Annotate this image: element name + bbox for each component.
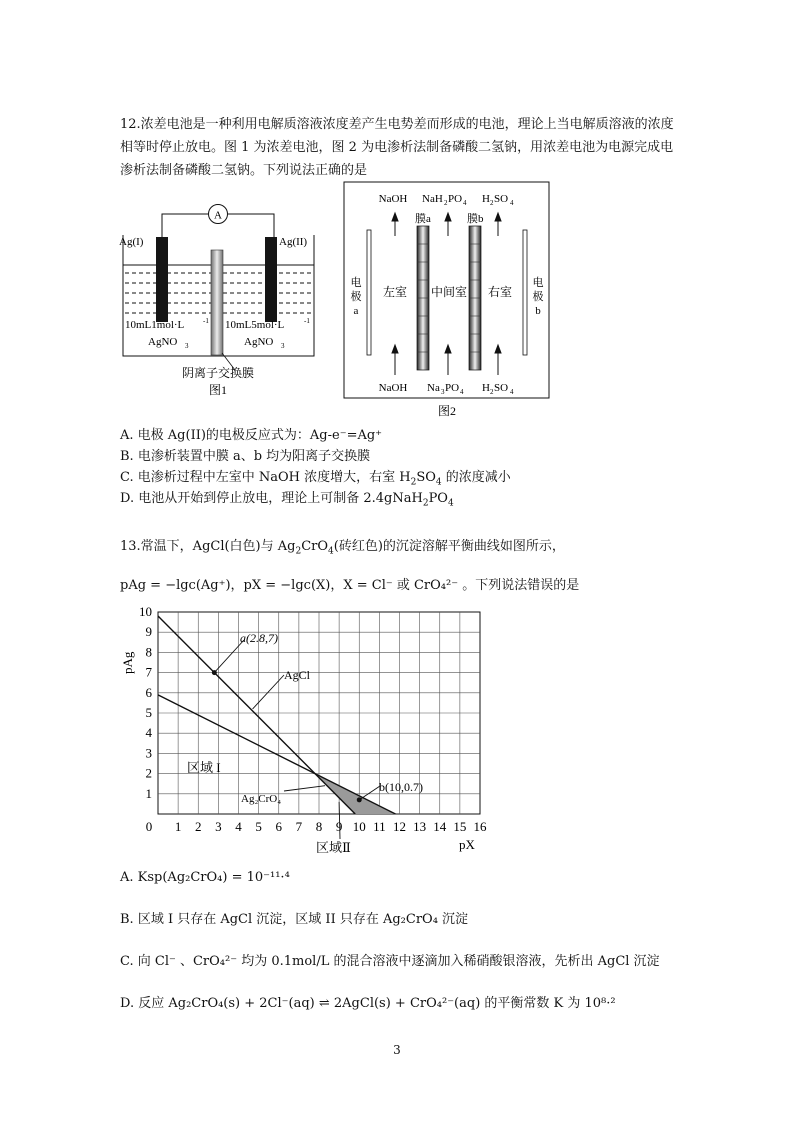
figure-2-electrodialysis <box>340 180 554 420</box>
chart-y-tick-label: 2 <box>145 765 152 781</box>
chart-x-tick-label: 16 <box>473 819 487 834</box>
chart-y-tick-label: 4 <box>145 725 152 741</box>
chart-y-tick-label: 6 <box>145 684 152 700</box>
fig2-top-h2so4: H <box>482 193 490 205</box>
chart-point-b-label: b(10,0.7) <box>379 780 423 794</box>
fig1-sol-left-conc: 10mL1mol·L <box>125 319 185 331</box>
svg-text:SO: SO <box>494 382 509 394</box>
fig2-bottom-h2so4: H <box>482 382 490 394</box>
fig2-membrane-a-label: 膜a <box>415 213 431 225</box>
svg-text:3: 3 <box>185 342 189 350</box>
fig2-bottom-na3po4: Na <box>427 382 440 394</box>
svg-text:2: 2 <box>490 388 494 396</box>
q12-option-d: D. 电池从开始到停止放电，理论上可制备 $2.4gNaH_2PO_4$ <box>120 491 454 509</box>
svg-text:PO: PO <box>448 193 463 205</box>
chart-x-tick-label: 14 <box>433 819 447 834</box>
q12-option-a: A. 电极 Ag(II)的电极反应式为：Ag-e⁻=Ag⁺ <box>120 428 383 443</box>
fig1-electrode-right <box>265 237 277 322</box>
chart-region-i-label: 区域 I <box>187 760 221 775</box>
chart-x-tick-label: 7 <box>295 819 303 834</box>
chart-y-ticks <box>139 604 153 801</box>
chart-x-tick-label: 5 <box>255 819 262 834</box>
chart-line-agcl <box>158 616 355 814</box>
q12-stem: 12.浓差电池是一种利用电解质溶液浓度差产生电势差而形成的电池，理论上当电解质溶液的浓度相等时停止放电。图 1 为浓差电池，图 2 为电渗析法制备磷酸二氢钠，用浓差电池为电源完成电渗析法制备磷酸二氢钠。下列说法正确的是 <box>120 117 674 178</box>
chart-y-tick-label: 3 <box>145 745 152 761</box>
fig2-bottom-naoh: NaOH <box>378 382 408 394</box>
chart-x-tick-label: 15 <box>453 819 467 834</box>
fig2-electrode-a <box>367 230 371 355</box>
svg-text:4: 4 <box>510 388 514 396</box>
svg-text:电: 电 <box>532 277 544 289</box>
q13-option-d: D. 反应 Ag₂CrO₄(s) + 2Cl⁻(aq) ⇌ 2AgCl(s) + CrO₄²⁻(aq) 的平衡常数 K 为 10⁸·² <box>120 996 616 1011</box>
chart-x-tick-label: 6 <box>275 819 282 834</box>
q13-option-a: A. Ksp(Ag₂CrO₄) = 10⁻¹¹·⁴ <box>120 870 290 885</box>
svg-text:3: 3 <box>281 342 285 350</box>
chart-x-tick-label: 10 <box>352 819 366 834</box>
chart-curve-label-agcl: AgCl <box>284 668 311 682</box>
chart-y-tick-label: 10 <box>139 604 152 619</box>
svg-text:极: 极 <box>350 291 362 303</box>
chart-xlabel: pX <box>459 837 475 852</box>
fig2-top-naoh: NaOH <box>378 193 408 205</box>
svg-text:电: 电 <box>350 277 362 289</box>
chart-x-tick-label: 2 <box>195 819 202 834</box>
q13-option-c: C. 向 Cl⁻ 、CrO₄²⁻ 均为 0.1mol/L 的混合溶液中逐滴加入稀硝酸银溶液，先析出 AgCl 沉淀 <box>120 954 660 969</box>
fig2-electrode-b <box>523 230 527 355</box>
svg-text:3: 3 <box>441 388 445 396</box>
fig2-right-room: 右室 <box>487 285 513 299</box>
q12-option-c: C. 电渗析过程中左室中 NaOH 浓度增大，右室 $H_2SO_4$ 的浓度减小 <box>120 470 511 488</box>
chart-x-tick-label: 3 <box>215 819 222 834</box>
fig2-left-room: 左室 <box>382 285 408 299</box>
chart-x-ticks <box>146 819 487 834</box>
fig1-caption: 图1 <box>208 383 228 397</box>
svg-text:4: 4 <box>460 388 464 396</box>
chart-region-ii-label: 区域Ⅱ <box>316 840 351 855</box>
svg-text:SO: SO <box>494 193 509 205</box>
fig1-wire-left <box>162 214 208 245</box>
chart-x-tick-label: 8 <box>315 819 323 834</box>
chart-y-tick-label: 8 <box>145 644 152 660</box>
chart-x-tick-label: 9 <box>335 819 343 834</box>
fig1-electrode-left <box>156 237 168 322</box>
fig1-sol-right-conc: 10mL5mol·L <box>225 319 285 331</box>
fig2-top-nah2po4: NaH <box>422 193 443 205</box>
svg-text:-1: -1 <box>304 317 310 325</box>
fig1-sol-left-name: AgNO <box>148 336 178 348</box>
svg-text:a: a <box>353 305 359 317</box>
page-number: 3 <box>393 1043 401 1057</box>
fig1-electrode-right-label: Ag(II) <box>279 236 308 248</box>
figure-1-concentration-cell <box>118 195 328 400</box>
fig2-caption: 图2 <box>437 404 457 418</box>
chart-y-tick-label: 7 <box>145 664 152 680</box>
fig1-sol-right-name: AgNO <box>244 336 274 348</box>
chart-x-tick-label: 13 <box>413 819 427 834</box>
chart-ylabel: pAg <box>120 651 135 674</box>
fig1-anion-exchange-membrane <box>211 250 223 355</box>
chart-y-tick-label: 5 <box>145 705 152 720</box>
svg-text:2: 2 <box>444 199 448 207</box>
svg-text:4: 4 <box>510 199 514 207</box>
q12-option-b: B. 电渗析装置中膜 a、b 均为阳离子交换膜 <box>120 449 371 464</box>
svg-text:PO: PO <box>445 382 460 394</box>
fig2-membrane-b-label: 膜b <box>467 213 484 225</box>
fig1-membrane-label: 阴离子交换膜 <box>181 366 255 380</box>
svg-text:极: 极 <box>532 291 544 303</box>
chart-x-tick-label: 11 <box>373 819 386 834</box>
chart-x-tick-label: 1 <box>174 819 182 834</box>
chart-y-tick-label: 1 <box>145 785 152 801</box>
chart-curve-label-ag2cro4: Ag₂CrO₄ <box>241 793 282 805</box>
svg-text:2: 2 <box>490 199 494 207</box>
fig2-middle-room: 中间室 <box>430 285 468 299</box>
chart-y-tick-label: 9 <box>145 624 152 640</box>
fig1-wire-right <box>228 214 274 237</box>
q13-definition: pAg = −lgc(Ag⁺)，pX = −lgc(X)，X = Cl⁻ 或 CrO₄²⁻ 。下列说法错误的是 <box>120 578 580 593</box>
chart-grid <box>158 612 480 814</box>
svg-text:4: 4 <box>463 199 467 207</box>
chart-x-tick-label: 12 <box>393 819 406 834</box>
q13-stem: 13.常温下，AgCl(白色)与 $Ag_2CrO_4$(砖红色)的沉淀溶解平衡曲线如图所示， <box>120 539 565 557</box>
q13-option-b: B. 区域 I 只存在 AgCl 沉淀，区域 II 只存在 Ag₂CrO₄ 沉淀 <box>120 912 469 927</box>
svg-text:-1: -1 <box>203 317 209 325</box>
chart-x-tick-label: 0 <box>145 819 153 834</box>
svg-text:b: b <box>535 305 541 317</box>
q13-solubility-chart <box>112 602 497 860</box>
chart-point-a-label: a(2.8,7) <box>240 631 278 645</box>
chart-x-tick-label: 4 <box>235 819 242 834</box>
fig1-ammeter-label: A <box>214 209 222 222</box>
fig1-electrode-left-label: Ag(I) <box>119 236 144 248</box>
